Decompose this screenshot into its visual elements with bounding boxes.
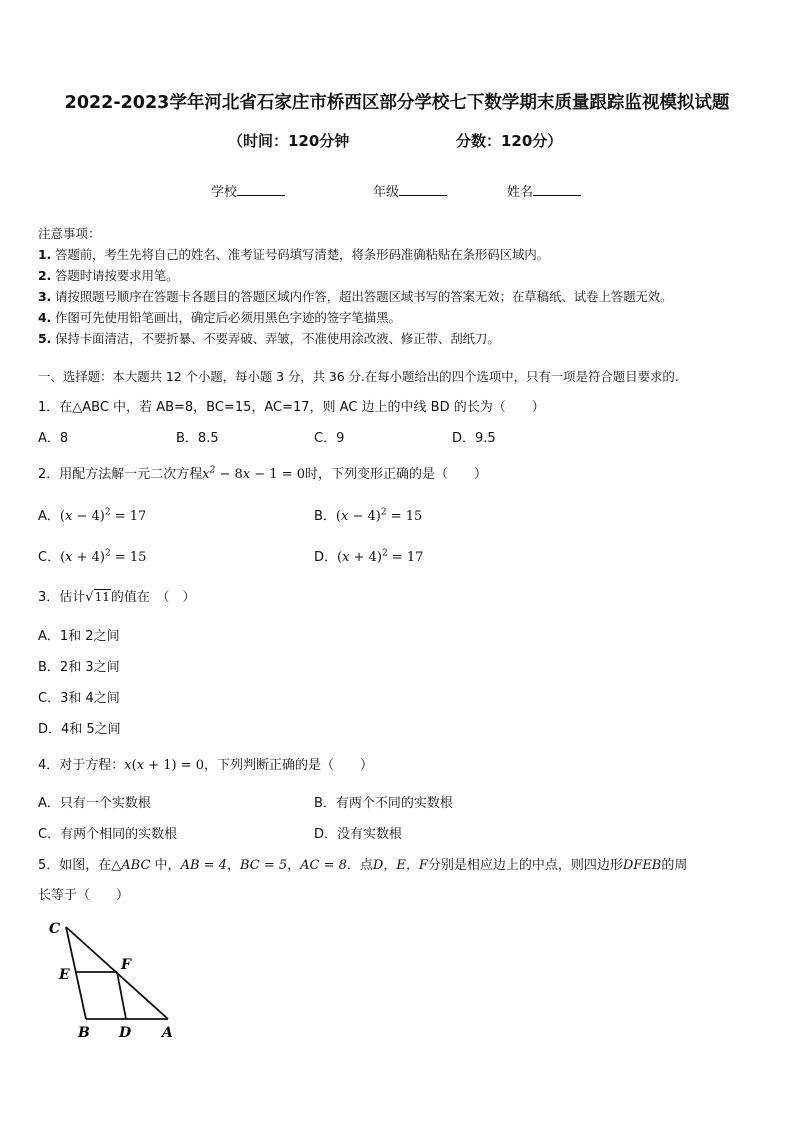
grade-field[interactable] — [373, 181, 447, 200]
q4-option-c[interactable]: C．有两个相同的实数根 — [38, 827, 178, 842]
note-item: 4. 作图可先使用铅笔画出，确定后必须用黑色字迹的签字笔描黑。 — [38, 310, 401, 325]
label-b: B — [78, 1025, 90, 1041]
question-1-stem: 1．在△ABC 中，若 AB=8，BC=15，AC=17，则 AC 边上的中线 BD 的长为（ ） — [38, 400, 545, 415]
label-c: C — [49, 921, 61, 937]
q2-option-d[interactable]: D．$(x + 4)^2 = 17$ — [314, 548, 424, 565]
question-2-stem: 2．用配方法解一元二次方程$x^2 - 8x - 1 = 0$时，下列变形正确的是（ ） — [38, 465, 488, 482]
q3-option-b[interactable]: B．2和 3之间 — [38, 660, 120, 675]
label-e: E — [59, 967, 70, 983]
exam-score: 分数：120分） — [456, 132, 563, 150]
note-item: 1. 答题前，考生先将自己的姓名、准考证号码填写清楚，将条形码准确粘贴在条形码区域内。 — [38, 247, 550, 262]
school-blank[interactable] — [237, 183, 285, 196]
question-5-stem-line2: 长等于（ ） — [38, 888, 130, 903]
name-label: 姓名 — [507, 185, 534, 200]
label-d: D — [119, 1025, 132, 1041]
q3-radicand: 11 — [94, 590, 110, 604]
q1-option-a[interactable]: A．8 — [38, 431, 69, 446]
q2-option-a[interactable]: A．$(x - 4)^2 = 17$ — [38, 507, 147, 524]
school-field[interactable] — [211, 181, 285, 200]
note-item: 2. 答题时请按要求用笔。 — [38, 268, 179, 283]
q1-option-d[interactable]: D．9.5 — [452, 431, 496, 446]
q3-option-c[interactable]: C．3和 4之间 — [38, 691, 120, 706]
section-heading: 一、选择题：本大题共 12 个小题，每小题 3 分，共 36 分.在每小题给出的四个选项中，只有一项是符合题目要求的. — [38, 369, 679, 384]
q3-option-d[interactable]: D．4和 5之间 — [38, 722, 121, 737]
question-5-stem: 5．如图，在△ABC 中，AB = 4，BC = 5，AC = 8．点D，E，F分别是相应边上的中点，则四边形DFEB的周 — [38, 858, 688, 873]
q2-option-b[interactable]: B．$(x - 4)^2 = 15$ — [314, 507, 423, 524]
q1-option-b[interactable]: B．8.5 — [176, 431, 219, 446]
page-title: 2022-2023学年河北省石家庄市桥西区部分学校七下数学期末质量跟踪监视模拟试题 — [64, 93, 730, 113]
label-f: F — [121, 957, 131, 973]
q1-option-c[interactable]: C．9 — [314, 431, 345, 446]
exam-time: （时间：120分钟 — [228, 132, 350, 150]
q4-option-d[interactable]: D．没有实数根 — [314, 827, 403, 842]
school-label: 学校 — [211, 185, 238, 200]
question-3-stem: 3．估计√11的值在 （ ） — [38, 590, 196, 605]
q4-option-b[interactable]: B．有两个不同的实数根 — [314, 796, 453, 811]
q2-option-c[interactable]: C．$(x + 4)^2 = 15$ — [38, 548, 147, 565]
grade-label: 年级 — [373, 185, 400, 200]
note-item: 3. 请按照题号顺序在答题卡各题目的答题区域内作答，超出答题区域书写的答案无效；在草稿纸、试卷上答题无效。 — [38, 289, 673, 304]
question-4-stem: 4．对于方程：x(x + 1) = 0，下列判断正确的是（ ） — [38, 758, 373, 773]
notes-title: 注意事项： — [38, 226, 101, 241]
name-field[interactable] — [507, 181, 581, 200]
note-item: 5. 保持卡面清洁，不要折暴、不要弄破、弄皱，不准使用涂改液、修正带、刮纸刀。 — [38, 331, 500, 346]
q3-option-a[interactable]: A．1和 2之间 — [38, 629, 120, 644]
q4-option-a[interactable]: A．只有一个实数根 — [38, 796, 151, 811]
grade-blank[interactable] — [399, 183, 447, 196]
name-blank[interactable] — [533, 183, 581, 196]
triangle-figure — [40, 915, 190, 1045]
label-a: A — [162, 1025, 173, 1041]
q2-equation: $x^2$ — [202, 465, 216, 482]
